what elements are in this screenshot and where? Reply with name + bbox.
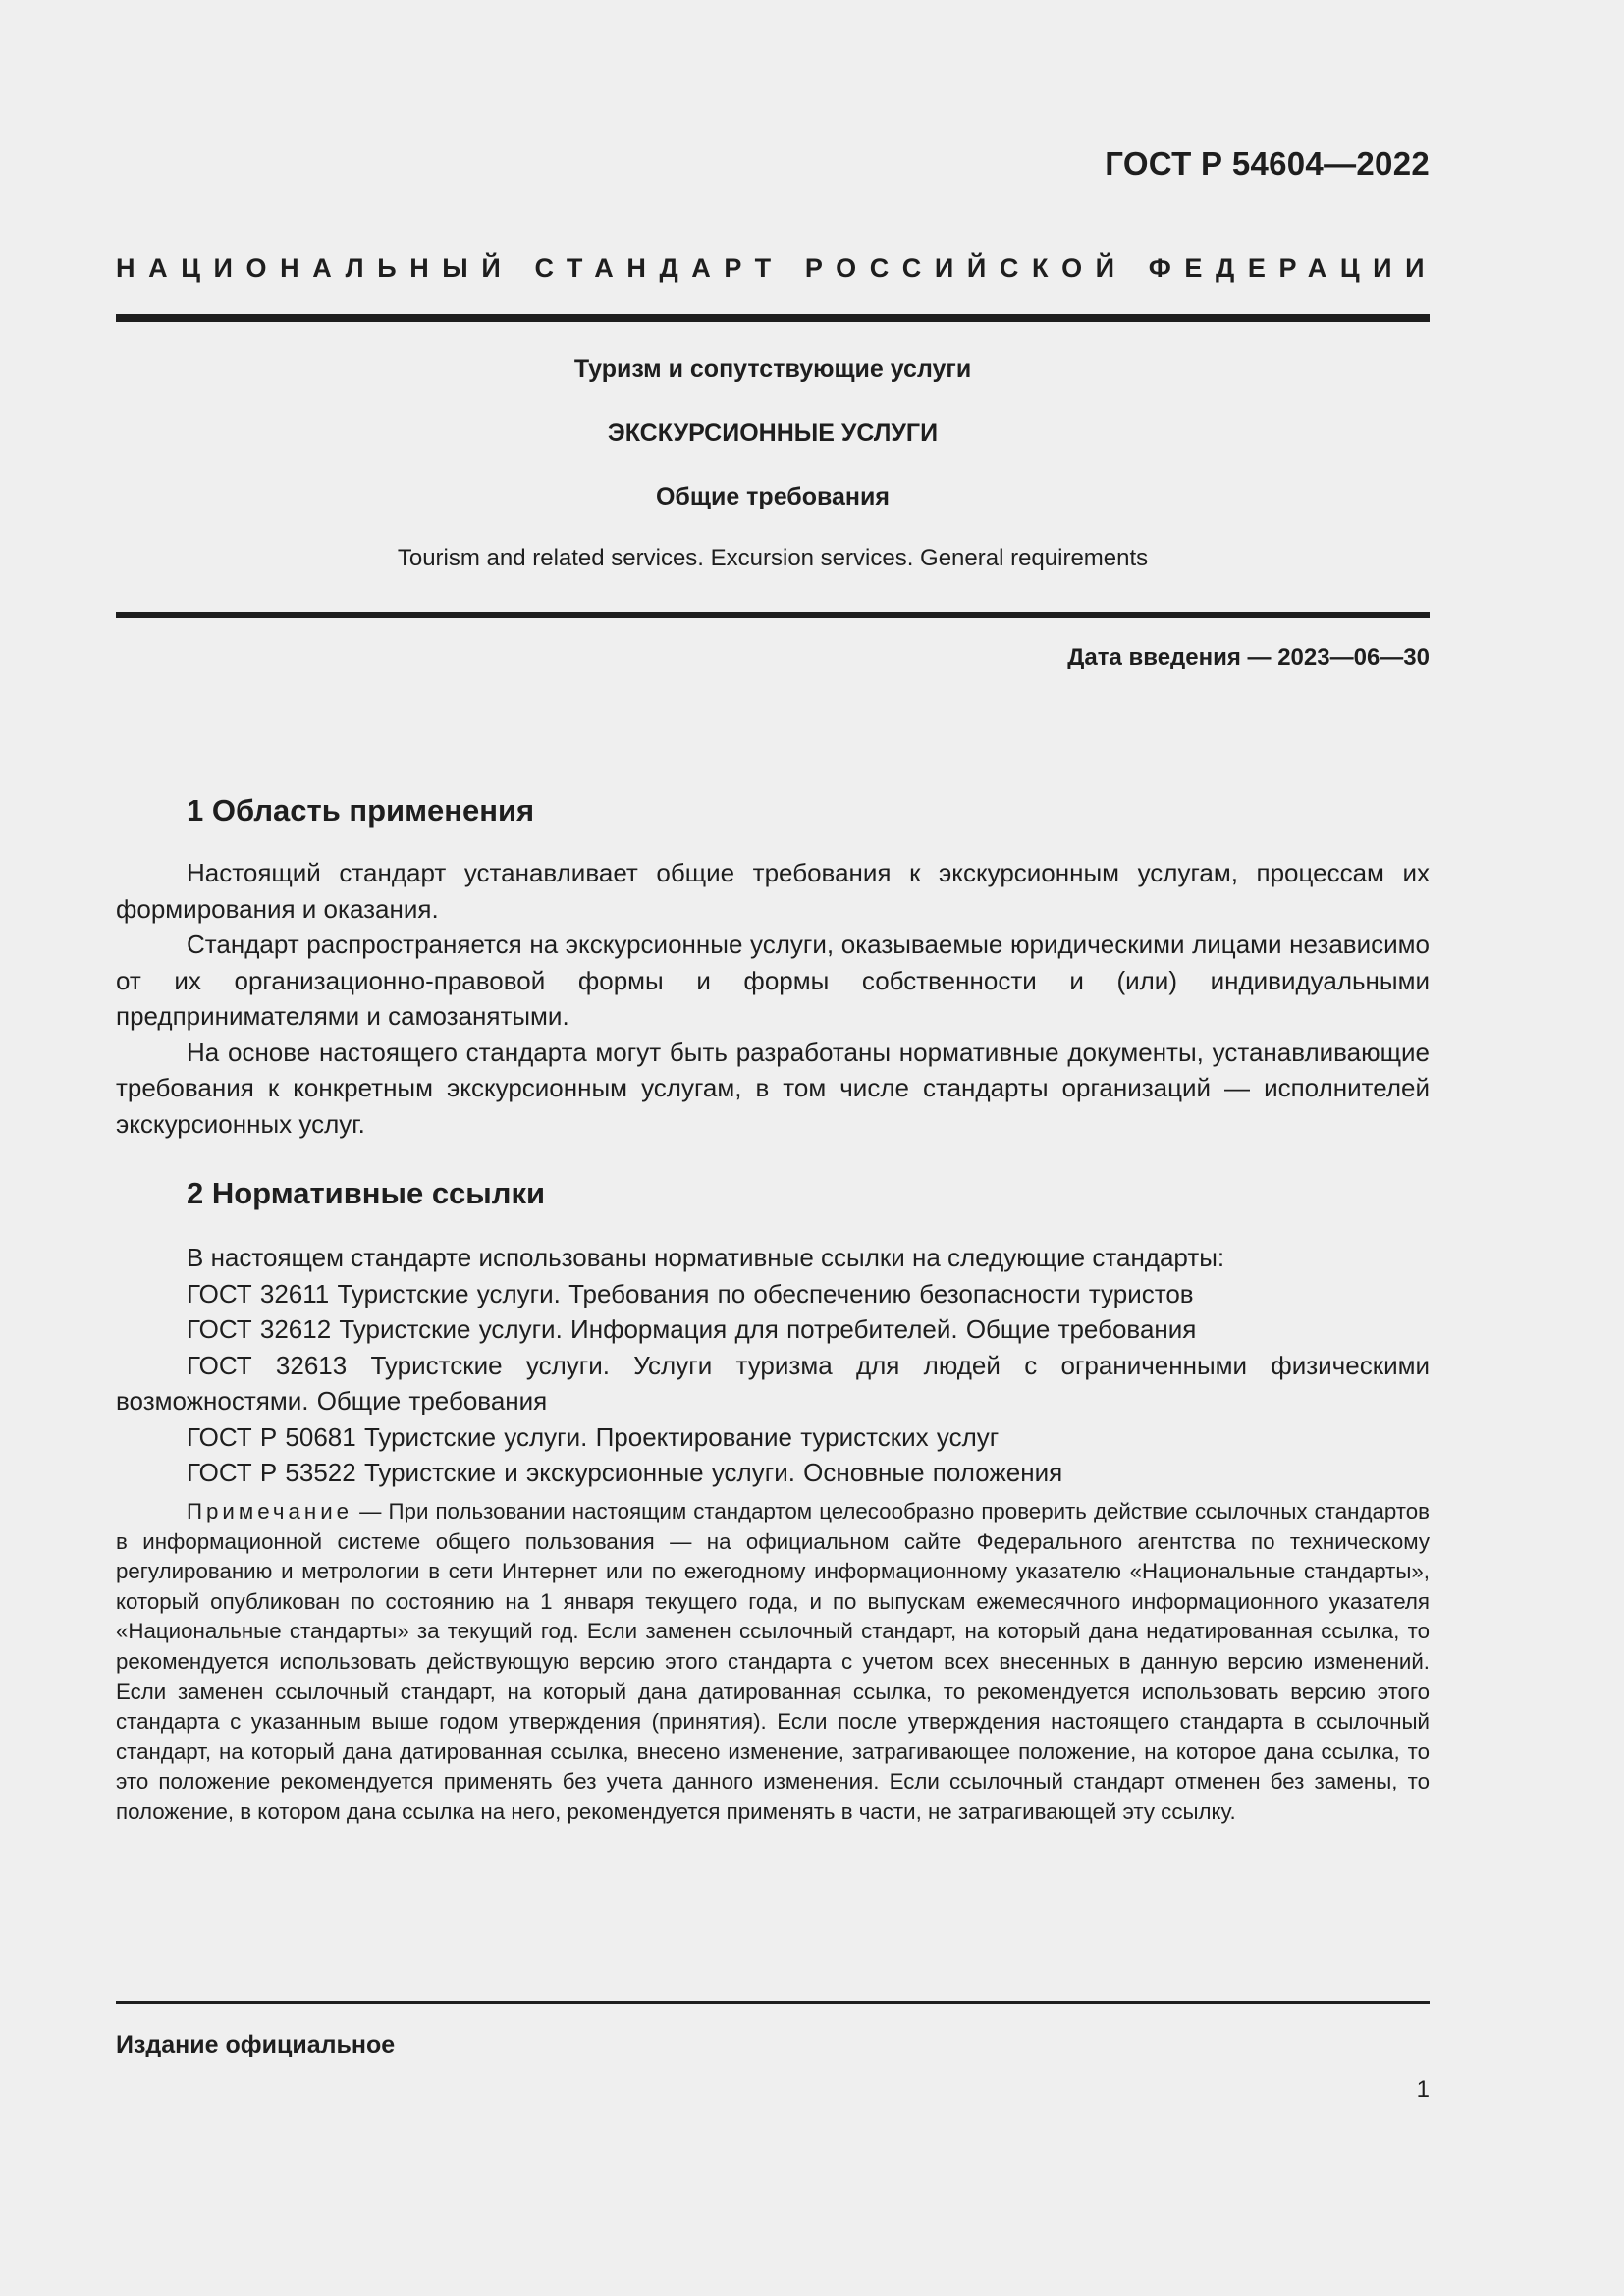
title-divider [116, 612, 1430, 618]
section-1-paragraph: На основе настоящего стандарта могут быть разработаны нормативные документы, устанавливающие требования к конкретным экскурсионным услугам, в том числе стандарты организаций — исполнителей экскурсионных услуг. [116, 1037, 1430, 1139]
section-2-note [116, 1497, 1430, 1828]
reference-item: ГОСТ Р 53522 Туристские и экскурсионные услуги. Основные положения [187, 1458, 1063, 1487]
edition-label: Издание официальное [116, 2031, 396, 2058]
document-code: ГОСТ Р 54604—2022 [1105, 145, 1430, 182]
title-english: Tourism and related services. Excursion services. General requirements [397, 545, 1149, 571]
title-line-topic: Туризм и сопутствующие услуги [573, 355, 972, 383]
reference-list [116, 1276, 1430, 1491]
section-1-body [116, 855, 1430, 1142]
footer-divider [116, 2001, 1430, 2004]
reference-item: ГОСТ Р 50681 Туристские услуги. Проектирование туристских услуг [187, 1421, 1000, 1452]
reference-item: ГОСТ 32612 Туристские услуги. Информация для потребителей. Общие требования [187, 1314, 1197, 1344]
note-text: — При пользовании настоящим стандартом целесообразно проверить действие ссылочных стандартов в информационной системе общего пользования — на официальном сайте Федерального агентства по техническому регулированию и метрологии в сети Интернет или по ежегодному информационному указателю «Национальные стандарты», который опубликован по состоянию на 1 января текущего года, и по выпускам ежемесячного информационного указателя «Национальные стандарты» за текущий год. Если заменен ссылочный стандарт, на который дана недатированная ссылка, то рекомендуется использовать действующую версию этого стандарта с учетом всех внесенных в данную версию изменений. Если заменен ссылочный стандарт, на который дана датированная ссылка, то рекомендуется использовать версию этого стандарта с указанным выше годом утверждения (принятия). Если после утверждения настоящего стандарта в ссылочный стандарт, на который дана датированная ссылка, внесено изменение, затрагивающее положение, на которое дана ссылка, то это положение рекомендуется применять без учета данного изменения. Если ссылочный стандарт отменен без замены, то положение, в котором дана ссылка на него, рекомендуется применять в части, не затрагивающей эту ссылку. [116, 1499, 1430, 1824]
section-1-heading: 1 Область применения [187, 793, 535, 828]
page-number: 1 [1416, 2076, 1430, 2103]
title-line-sub: Общие требования [655, 483, 890, 510]
section-1-paragraph: Стандарт распространяется на экскурсионные услуги, оказываемые юридическими лицами независимо от их организационно-правовой формы и формы собственности и (или) индивидуальными предпринимателями и самозанятыми. [116, 930, 1430, 1031]
reference-item: ГОСТ 32613 Туристские услуги. Услуги туризма для людей с ограниченными физическими возможностями. Общие требования [116, 1350, 1430, 1415]
section-2-intro: В настоящем стандарте использованы нормативные ссылки на следующие стандарты: [187, 1243, 1225, 1272]
introduction-date: Дата введения — 2023—06—30 [1067, 644, 1430, 670]
section-2-body [116, 1240, 1430, 1491]
national-standard-title: НАЦИОНАЛЬНЫЙ СТАНДАРТ РОССИЙСКОЙ ФЕДЕРАЦИИ [116, 253, 1438, 283]
section-2-heading: 2 Нормативные ссылки [187, 1176, 546, 1210]
top-divider [116, 314, 1430, 322]
section-1-paragraph: Настоящий стандарт устанавливает общие требования к экскурсионным услугам, процессам их формирования и оказания. [116, 858, 1430, 924]
reference-item: ГОСТ 32611 Туристские услуги. Требования по обеспечению безопасности туристов [187, 1278, 1194, 1308]
title-line-main: ЭКСКУРСИОННЫЕ УСЛУГИ [607, 419, 939, 447]
document-page [116, 0, 1438, 2296]
note-label: Примечание [187, 1499, 353, 1523]
